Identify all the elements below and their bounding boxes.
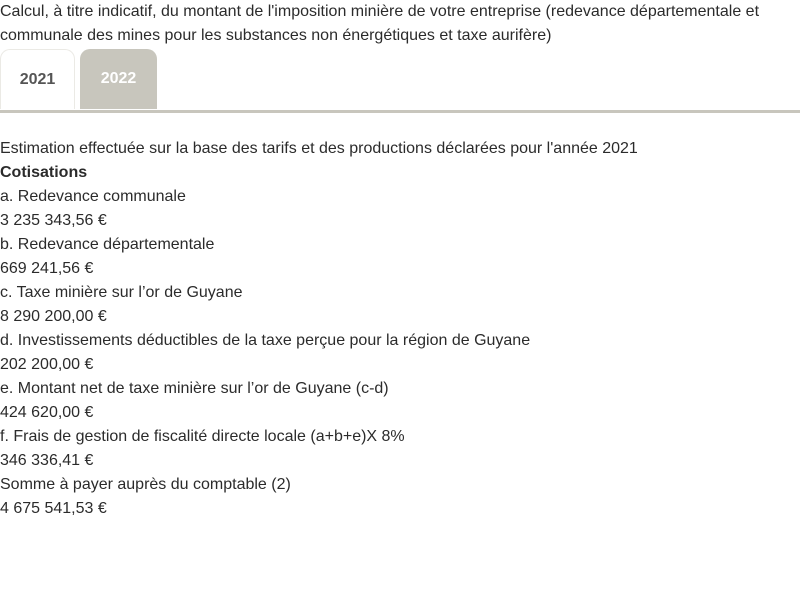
results-panel bbox=[0, 113, 800, 521]
estimation-note: Estimation effectuée sur la base des tarifs et des productions déclarées pour l'année 2021 bbox=[0, 140, 638, 157]
tab-2021[interactable]: 2021 bbox=[0, 49, 75, 109]
item-value-c: 8 290 200,00 € bbox=[0, 308, 107, 325]
section-title: Cotisations bbox=[0, 164, 88, 181]
item-value-b: 669 241,56 € bbox=[0, 260, 94, 277]
item-label-c: c. Taxe minière sur l’or de Guyane bbox=[0, 284, 243, 301]
item-label-d: d. Investissements déductibles de la taxe perçue pour la région de Guyane bbox=[0, 332, 531, 349]
item-value-e: 424 620,00 € bbox=[0, 404, 94, 421]
item-value-d: 202 200,00 € bbox=[0, 356, 94, 373]
item-label-f: f. Frais de gestion de fiscalité directe locale (a+b+e)X 8% bbox=[0, 428, 405, 445]
item-label-e: e. Montant net de taxe minière sur l’or de Guyane (c-d) bbox=[0, 380, 389, 397]
item-label-a: a. Redevance communale bbox=[0, 188, 186, 205]
year-tabs bbox=[0, 48, 800, 113]
item-value-a: 3 235 343,56 € bbox=[0, 212, 107, 229]
item-label-b: b. Redevance départementale bbox=[0, 236, 215, 253]
item-value-f: 346 336,41 € bbox=[0, 452, 94, 469]
total-value: 4 675 541,53 € bbox=[0, 500, 107, 517]
total-label: Somme à payer auprès du comptable (2) bbox=[0, 476, 291, 493]
intro-text: Calcul, à titre indicatif, du montant de l'imposition minière de votre entreprise (redevance départementale et communale des mines pour les substances non énergétiques et taxe aurifère) bbox=[0, 3, 760, 44]
tab-2022[interactable]: 2022 bbox=[80, 49, 157, 109]
